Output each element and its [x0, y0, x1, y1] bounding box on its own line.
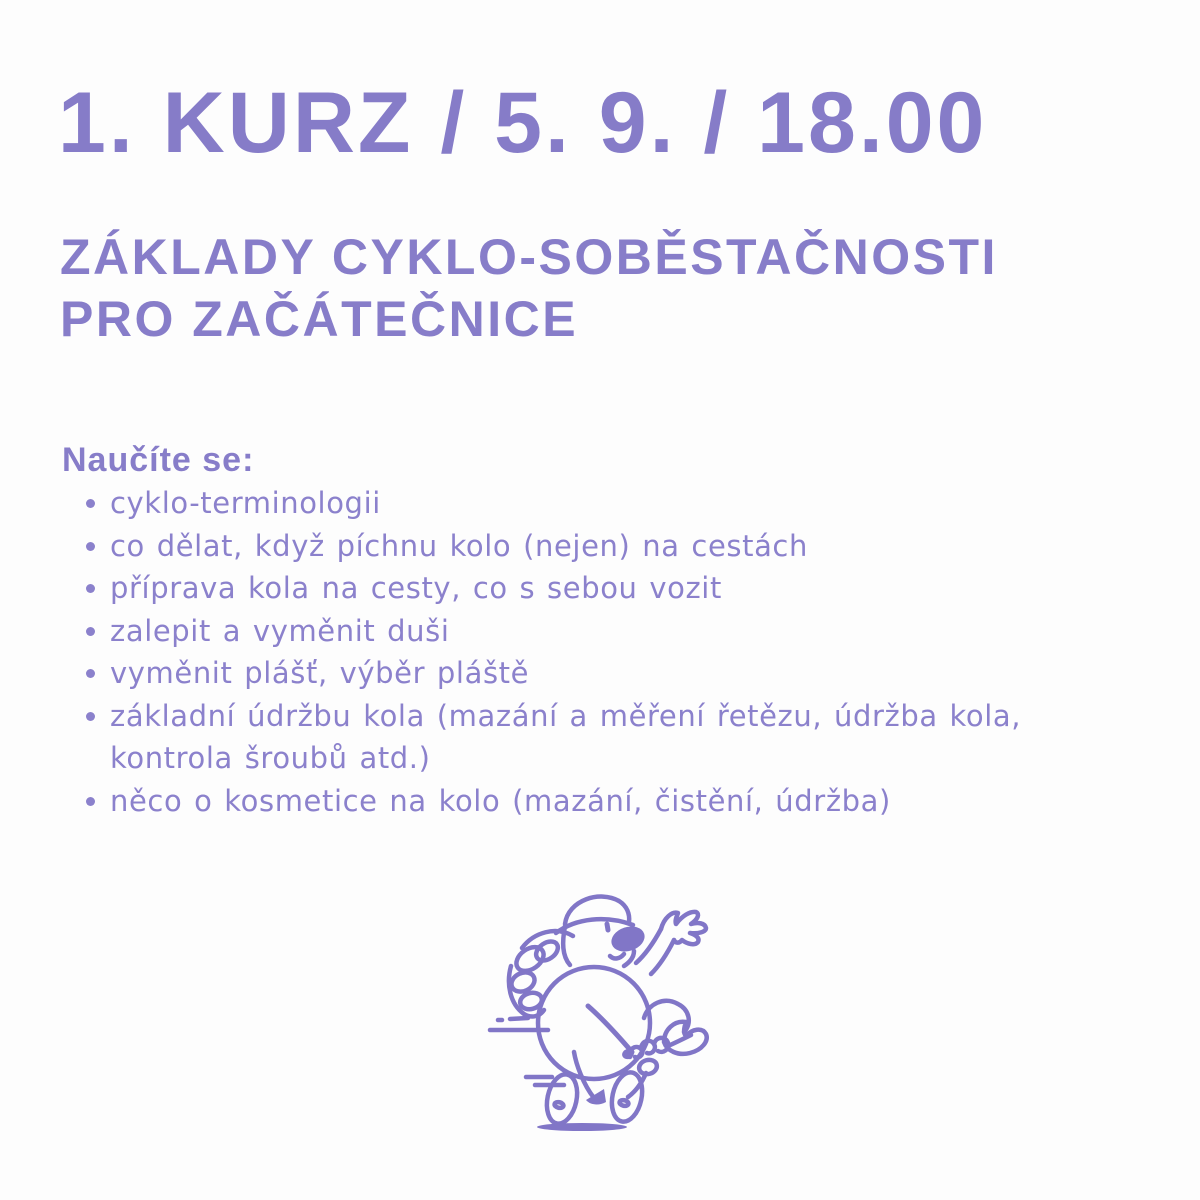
course-title: 1. KURZ / 5. 9. / 18.00 — [58, 75, 988, 171]
waving-hand-icon — [636, 912, 706, 974]
subtitle-line-2: PRO ZAČÁTEČNICE — [60, 291, 579, 347]
nose-icon — [608, 922, 648, 955]
speed-lines-icon — [490, 1018, 564, 1085]
arm-to-handlebar — [588, 1006, 632, 1052]
body-circle — [538, 967, 650, 1079]
subtitle-line-1: ZÁKLADY CYKLO-SOBĚSTAČNOSTI — [60, 229, 998, 285]
cyclist-mascot-illustration — [478, 866, 738, 1136]
list-item: cyklo-terminologii — [62, 482, 1102, 525]
list-item: vyměnit plášť, výběr pláště — [62, 652, 1102, 695]
list-item: něco o kosmetice na kolo (mazání, čistění, údržba) — [62, 780, 1102, 823]
head-with-cap-icon — [556, 897, 648, 966]
list-item: základní údržbu kola (mazání a měření řetězu, údržba kola, kontrola šroubů atd.) — [62, 695, 1102, 780]
course-subtitle — [60, 226, 998, 350]
cyclist-mascot-svg — [478, 866, 738, 1136]
list-item: příprava kola na cesty, co s sebou vozit — [62, 567, 1102, 610]
list-item: zalepit a vyměnit duši — [62, 610, 1102, 653]
learn-list — [62, 482, 1102, 822]
list-item: co dělat, když píchnu kolo (nejen) na cestách — [62, 525, 1102, 568]
learn-section-heading: Naučíte se: — [62, 441, 255, 479]
ground-shadow — [537, 1123, 627, 1131]
smile-icon — [610, 954, 624, 958]
